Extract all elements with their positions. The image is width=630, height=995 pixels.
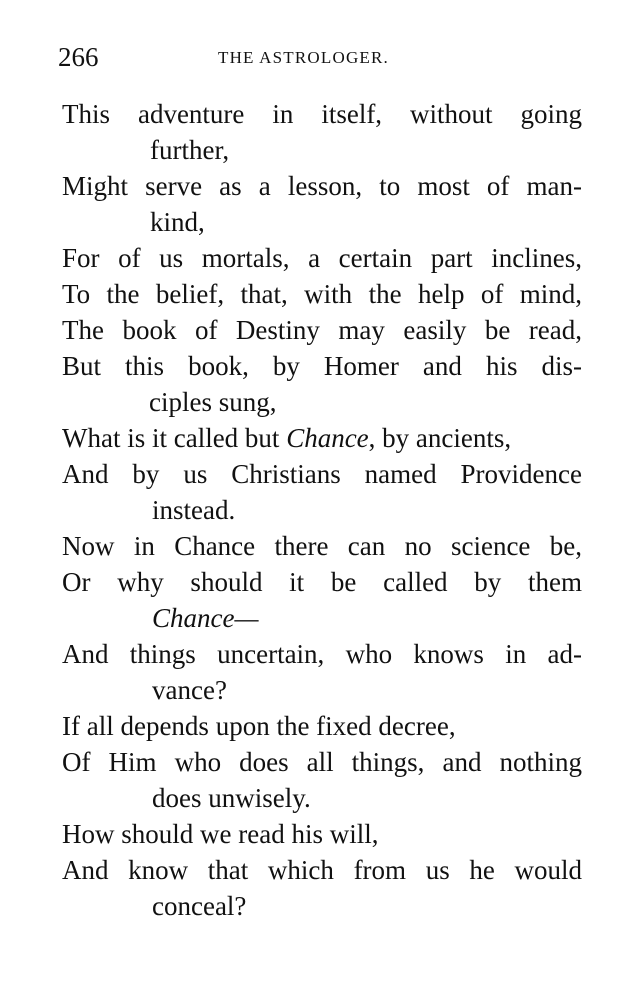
poem-line [62,420,582,456]
poem-line-continuation: instead. [152,495,236,525]
poem-line-continuation [62,600,582,636]
poem-line-continuation: ciples sung, [149,387,277,417]
poem-line-continuation: kind, [150,207,205,237]
poem-line-part: , by ancients, [368,423,512,453]
poem-line: And things uncertain, who knows in ad- [62,639,582,669]
poem-line-continuation: conceal? [152,891,247,921]
poem-line: To the belief, that, with the help of mind, [62,279,582,309]
poem-line: But this book, by Homer and his dis- [62,351,582,381]
poem-line: This adventure in itself, without going [62,99,582,129]
poem-line: Or why should it be called by them [62,567,582,597]
poem-line: Of Him who does all things, and nothing [62,747,582,777]
poem-line-continuation: vance? [152,675,227,705]
poem-line: Might serve as a lesson, to most of man- [62,171,582,201]
poem-line-continuation: does unwisely. [152,783,311,813]
poem-line-italic-word: Chance— [152,603,259,633]
poem-line: The book of Destiny may easily be read, [62,315,582,345]
running-head: THE ASTROLOGER. [218,48,389,67]
page-number: 266 [58,42,99,72]
page-header [58,40,588,74]
poem-line: And know that which from us he would [62,855,582,885]
poem-line: If all depends upon the fixed decree, [62,711,456,741]
poem-line-part: What is it called but [62,423,287,453]
poem-line: And by us Christians named Providence [62,459,582,489]
poem-line: Now in Chance there can no science be, [62,531,582,561]
poem-line-italic-word: Chance [286,423,369,453]
poem-line: For of us mortals, a certain part inclines, [62,243,582,273]
poem-text [62,96,582,924]
poem-line-continuation: further, [150,135,230,165]
poem-line: How should we read his will, [62,819,379,849]
